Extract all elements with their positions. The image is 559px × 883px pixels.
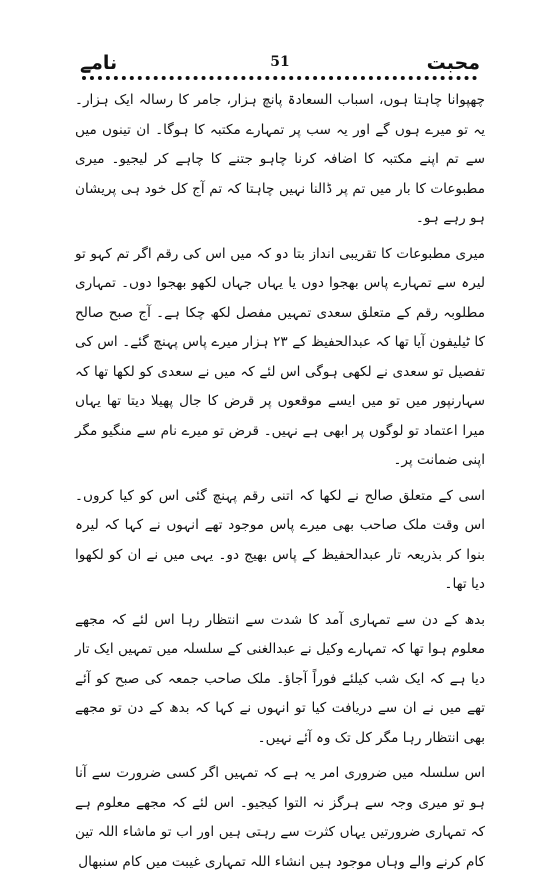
section-title: نامے	[80, 52, 118, 74]
book-title: محبت	[426, 52, 480, 74]
page-header	[80, 52, 480, 76]
paragraph: بدھ کے دن سے تمہاری آمد کا شدت سے انتظار رہا اس لئے کہ مجھے معلوم ہوا تھا کہ تمہارے وکیل نے عبدالغنی کے سلسلہ میں تمہیں ایک تار دیا ہے کہ ایک شب کیلئے فوراً آجاؤ۔ ملک صاحب جمعہ کی صبح کو آئے تھے میں نے ان سے دریافت کیا تو انہوں نے کہا کہ بدھ کے دن تو مجھے بھی انتظار رہا مگر کل تک وہ آئے نہیں۔	[75, 611, 485, 746]
header-dotted-rule	[82, 76, 477, 80]
paragraph: میری مطبوعات کا تقریبی انداز بتا دو کہ میں اس کی رقم اگر تم کہو تو لیرہ سے تمہارے پاس بھجوا دوں یا یہاں جہاں لکھو بھجوا دوں۔ تمہاری مطلوبہ رقم کے متعلق سعدی تمہیں مفصل لکھ چکا ہے۔ آج صبح صالح کا ٹیلیفون آیا تھا کہ عبدالحفیظ کے ۲۳ ہزار میرے پاس پہنچ گئے۔ اس کی تفصیل تو سعدی نے لکھی ہوگی اس لئے کہ میں نے سعدی کو لکھا تھا کہ سہارنپور میں تو میں ایسے موقعوں پر قرض کا جال پھیلا دیتا تھا یہاں میرا اعتماد تو لوگوں پر ابھی ہے نہیں۔ قرض تو میرے نام سے منگیو مگر اپنی ضمانت پر۔	[75, 245, 485, 468]
page-body	[75, 86, 485, 883]
paragraph: چھپوانا چاہتا ہوں، اسباب السعادۃ پانچ ہزار، جامر کا رسالہ ایک ہزار۔ یہ تو میرے ہوں گے اور یہ سب پر تمہارے مکتبہ کا ہوگا۔ ان تینوں میں سے تم اپنے مکتبہ کا اضافہ کرنا چاہو جتنے کا چاہے کر لیجیو۔ میری مطبوعات کا بار میں تم پر ڈالنا نہیں چاہتا کہ تم آج کل خود ہی پریشان ہو رہے ہو۔	[75, 92, 485, 226]
paragraph: اس سلسلہ میں ضروری امر یہ ہے کہ تمہیں اگر کسی ضرورت سے آنا ہو تو میری وجہ سے ہرگز نہ التوا کیجیو۔ اس لئے کہ مجھے معلوم ہے کہ تمہاری ضرورتیں یہاں کثرت سے رہتی ہیں اور اب تو ماشاء اللہ تین کام کرنے والے وہاں موجود ہیں انشاء اللہ تمہاری غیبت میں کام سنبھال	[75, 765, 485, 870]
page-number: 51	[270, 54, 290, 70]
paragraph: اسی کے متعلق صالح نے لکھا کہ اتنی رقم پہنچ گئی اس کو کیا کروں۔ اس وقت ملک صاحب بھی میرے پاس موجود تھے انہوں نے کہا کہ لیرہ بنوا کر بذریعہ تار عبدالحفیظ کے پاس بھیج دو۔ یہی میں نے ان کو لکھوا دیا تھا۔	[75, 487, 485, 592]
